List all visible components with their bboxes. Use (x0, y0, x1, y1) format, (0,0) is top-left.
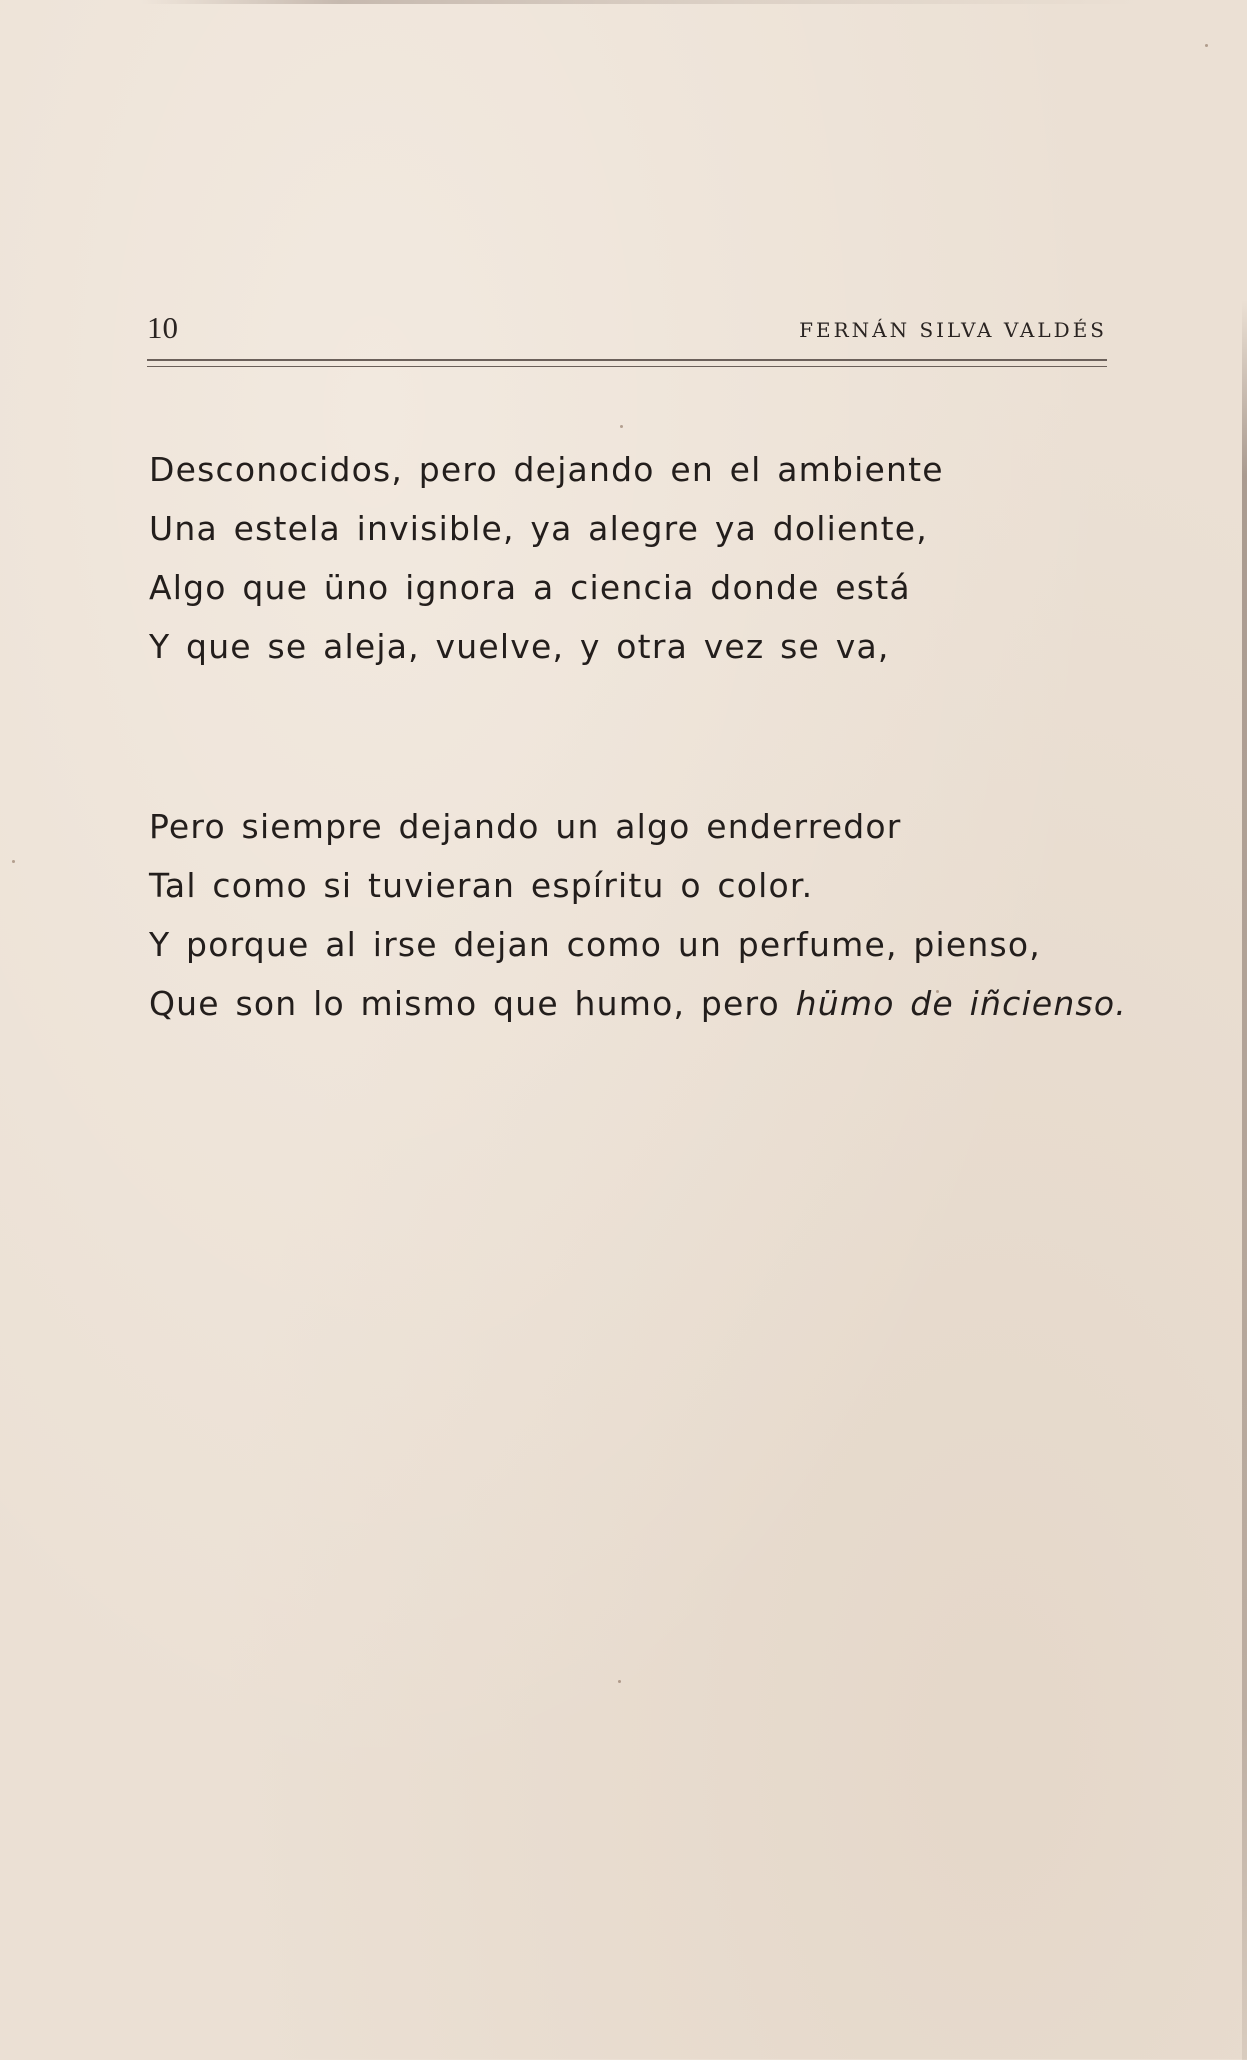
poem-line: Una estela invisible, ya alegre ya doliente, (149, 509, 928, 548)
page-right-edge-shadow (1242, 300, 1247, 2060)
poem-line: Y que se aleja, vuelve, y otra vez se va, (149, 627, 890, 666)
stanza-2 (149, 797, 1127, 1033)
stanza-gap (149, 676, 1099, 797)
header-rule-bottom (147, 366, 1107, 367)
paper-speck (618, 1680, 621, 1683)
running-head-author: FERNÁN SILVA VALDÉS (799, 318, 1107, 342)
poem-line-text: Que son lo mismo que humo, pero (149, 984, 796, 1023)
poem-last-line (149, 974, 1127, 1033)
poem-line: Tal como si tuvieran espíritu o color. (149, 866, 814, 905)
poem-line: Pero siempre dejando un algo enderredor (149, 807, 902, 846)
poem-line-italic: hümo de iñcienso. (795, 984, 1127, 1023)
paper-speck (1205, 44, 1208, 47)
page-header (147, 308, 1107, 352)
stanza-1 (149, 440, 1099, 676)
page-number: 10 (147, 310, 178, 345)
paper-speck (620, 425, 623, 428)
paper-speck (12, 860, 15, 863)
poem-body (149, 440, 1127, 1033)
poem-line: Y porque al irse dejan como un perfume, pienso, (149, 925, 1041, 964)
poem-line: Desconocidos, pero dejando en el ambiente (149, 450, 944, 489)
page-top-edge (140, 0, 1140, 4)
poem-line: Algo que üno ignora a ciencia donde está (149, 568, 911, 607)
header-rule-top (147, 359, 1107, 361)
